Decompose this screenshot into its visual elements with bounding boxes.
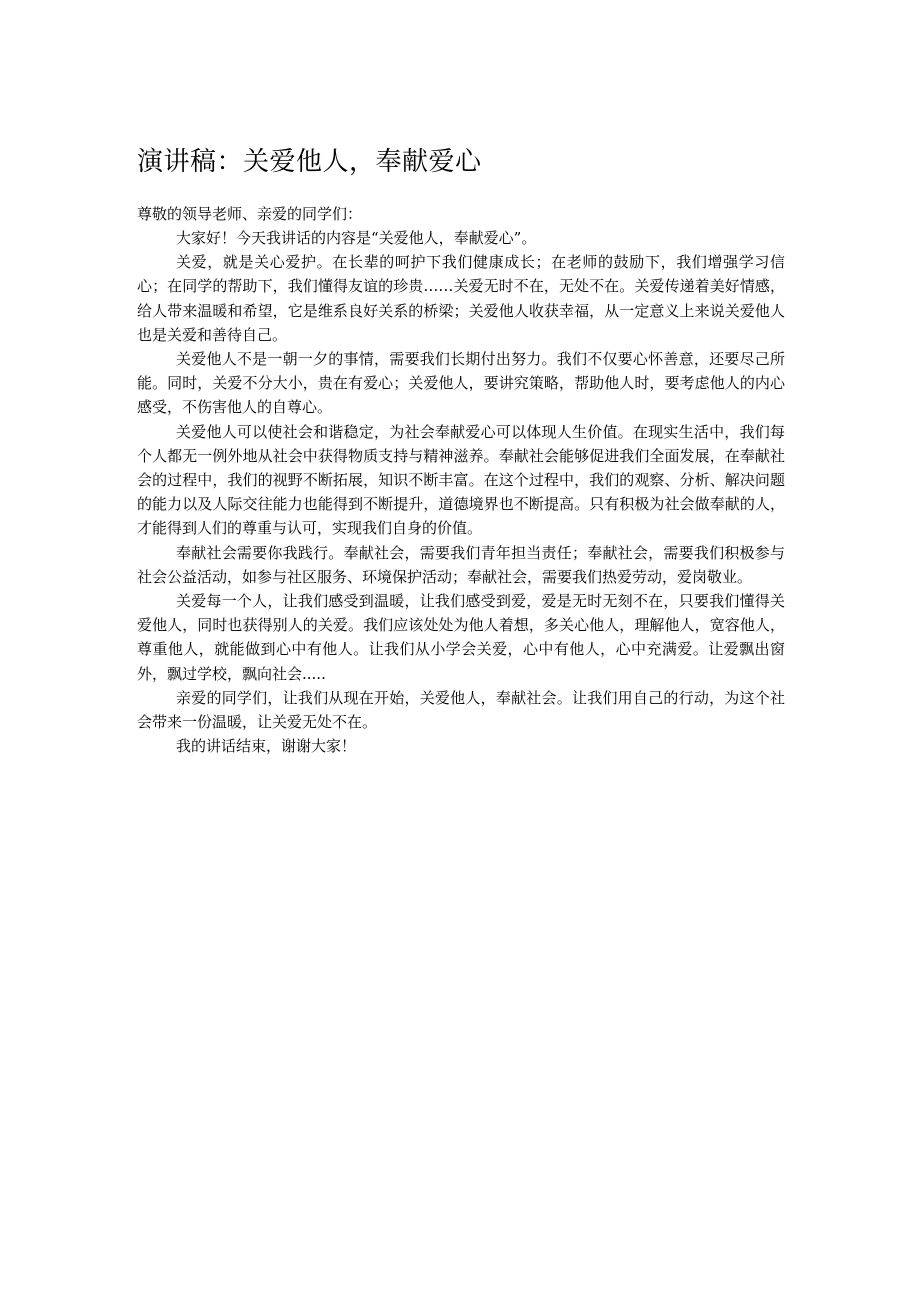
paragraph-closing: 我的讲话结束，谢谢大家！ — [176, 737, 357, 756]
paragraph-care-meaning: 关爱，就是关心爱护。在长辈的呵护下我们健康成长；在老师的鼓励下，我们增强学习信心；在同学的帮助下，我们懂得友谊的珍贵……关爱无时不在，无处不在。关爱传递着美好情感，给人带来温暖和希望，它是维系良好关系的桥梁；关爱他人收获幸福，从一定意义上来说关爱他人也是关爱和善待自己。 — [137, 253, 785, 344]
paragraph-care-everyone: 关爱每一个人，让我们感受到温暖，让我们感受到爱，爱是无时无刻不在，只要我们懂得关爱他人，同时也获得别人的关爱。我们应该处处为他人着想，多关心他人，理解他人，宽容他人，尊重他人，就能做到心中有他人。让我们从小学会关爱，心中有他人，心中充满爱。让爱飘出窗外，飘过学校，飘向社会..... — [137, 592, 785, 683]
document-body — [137, 142, 785, 758]
paragraph-social-value: 关爱他人可以使社会和谐稳定，为社会奉献爱心可以体现人生价值。在现实生活中，我们每个人都无一例外地从社会中获得物质支持与精神滋养。奉献社会能够促进我们全面发展，在奉献社会的过程中，我们的视野不断拓展，知识不断丰富。在这个过程中，我们的观察、分析、解决问题的能力以及人际交往能力也能得到不断提升，道德境界也不断提高。只有积极为社会做奉献的人，才能得到人们的尊重与认可，实现我们自身的价值。 — [137, 422, 785, 538]
paragraph-practice: 奉献社会需要你我践行。奉献社会，需要我们青年担当责任；奉献社会，需要我们积极参与社会公益活动，如参与社区服务、环境保护活动；奉献社会，需要我们热爱劳动，爱岗敬业。 — [137, 543, 785, 586]
paragraph-call-to-action: 亲爱的同学们，让我们从现在开始，关爱他人，奉献社会。让我们用自己的行动，为这个社会带来一份温暖，让关爱无处不在。 — [137, 688, 785, 732]
paragraph-long-term-effort: 关爱他人不是一朝一夕的事情，需要我们长期付出努力。我们不仅要心怀善意，还要尽己所能。同时，关爱不分大小，贵在有爱心；关爱他人，要讲究策略，帮助他人时，要考虑他人的内心感受，不伤害他人的自尊心。 — [137, 350, 785, 417]
paragraph-greeting: 大家好！今天我讲话的内容是“关爱他人，奉献爱心”。 — [176, 229, 537, 247]
salutation: 尊敬的领导老师、亲爱的同学们： — [137, 205, 363, 223]
document-title: 演讲稿：关爱他人，奉献爱心 — [137, 147, 482, 177]
